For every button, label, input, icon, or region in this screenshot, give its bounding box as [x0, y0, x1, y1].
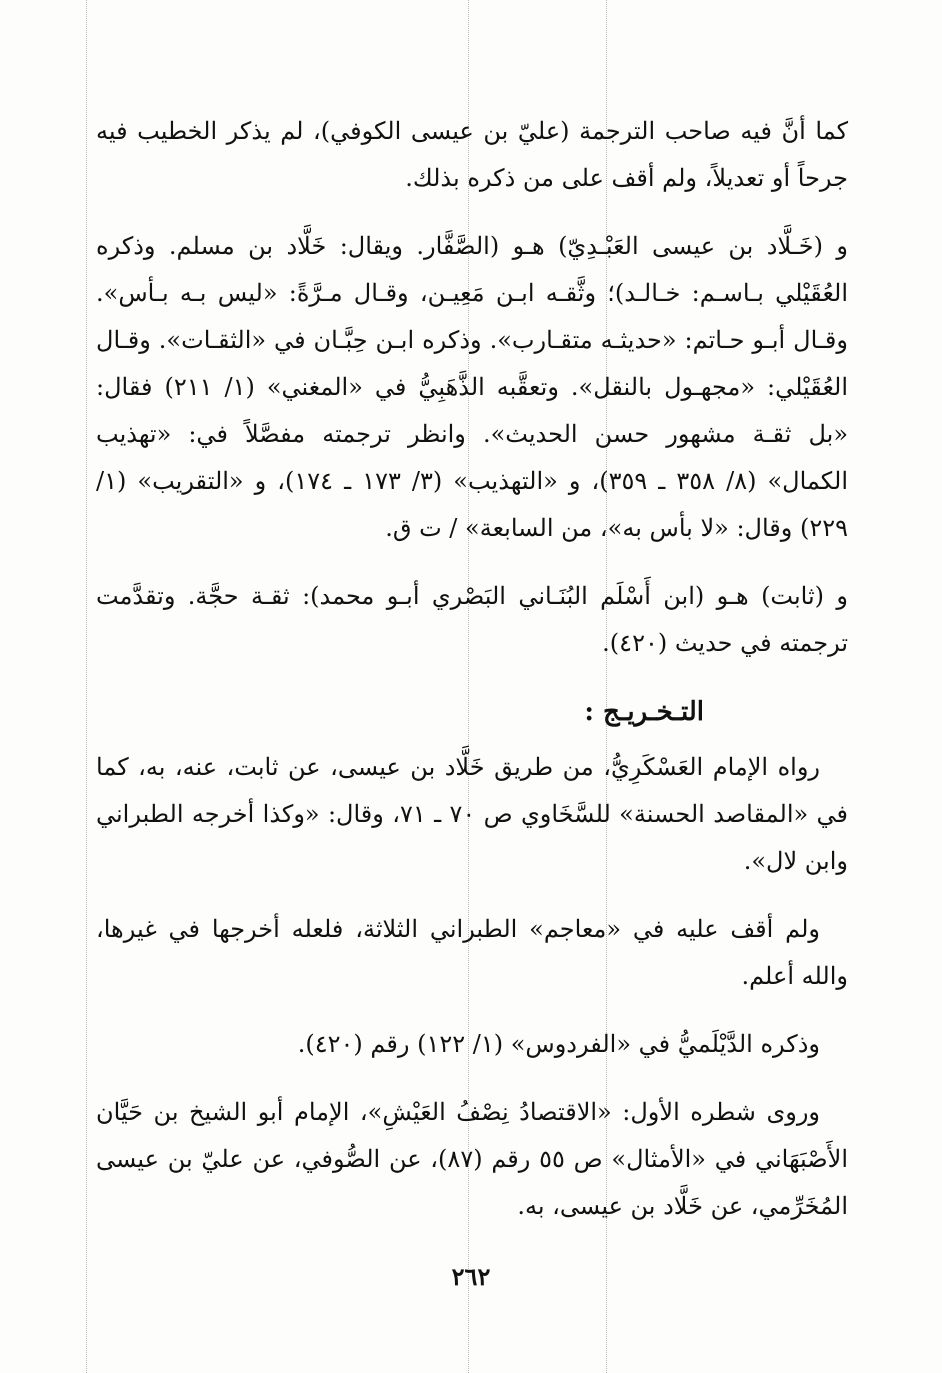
paragraph-takhrij-askari: رواه الإمام العَسْكَرِيُّ، من طريق خَلَّاد بن عيسى، عن ثابت، عنه، به، كما في «المقاصد الحسنة» للسَّخَاوي ص ٧٠ ـ ٧١، وقال: «وكذا أخرجه الطبراني وابن لال». [96, 753, 848, 875]
paragraph-khallad-biography: و (خَـلَّاد بن عيسى العَبْـدِيّ) هـو (الصَّفَّار. ويقال: خَلَّاد بن مسلم. وذكره العُقَيْلي بـاسـم: خـالـد)؛ وثَّقـه ابـن مَعِيـن، وقـال مـرَّةً: «ليس بـه بـأس». وقـال أبـو حـاتم: «حديثـه متقـارب». وذكره ابـن حِبَّـان في «الثقـات». وقـال العُقَيْلي: «مجهـول بالنقل». وتعقَّبه الذَّهَبِيُّ في «المغني» (١/ ٢١١) فقال: «بل ثقـة مشهور حسن الحديث». وانظر ترجمته مفصَّلاً في: «تهذيب الكمال» (٨/ ٣٥٨ ـ ٣٥٩)، و «التهذيب» (٣/ ١٧٣ ـ ١٧٤)، و «التقريب» (١/ ٢٢٩) وقال: «لا بأس به»، من السابعة» / ت ق. [96, 232, 849, 542]
paragraph-takhrij-tabarani: ولم أقف عليه في «معاجم» الطبراني الثلاثة، فلعله أخرجها في غيرها، والله أعلم. [96, 915, 848, 990]
page-number: ٢٦٢ [451, 1262, 491, 1291]
paragraph-takhrij-daylami: وذكره الدَّيْلَميُّ في «الفردوس» (١/ ١٢٢) رقم (٤٢٠). [297, 1030, 820, 1058]
page-body [96, 108, 848, 1251]
paragraph-narrator-note: كما أنَّ فيه صاحب الترجمة (عليّ بن عيسى الكوفي)، لم يذكر الخطيب فيه جرحاً أو تعديلاً، ولم أقف على من ذكره بذلك. [96, 117, 848, 192]
paragraph-takhrij-abu-al-shaykh: وروى شطره الأول: «الاقتصادُ نِصْفُ العَيْشِ»، الإمام أبو الشيخ بن حَيَّان الأَصْبَهَاني في «الأمثال» ص ٥٥ رقم (٨٧)، عن الصُّوفي، عن عليّ بن عيسى المُخَرِّمي، عن خَلَّاد بن عيسى، به. [96, 1098, 848, 1220]
paragraph-thabit-biography: و (ثابت) هـو (ابن أَسْلَم البُنَـاني البَصْري أبـو محمد): ثقـة حجَّة. وتقدَّمت ترجمته في حديث (٤٢٠). [96, 582, 848, 657]
section-heading-takhrij: التـخـريـج : [584, 697, 704, 727]
scan-artifact-line [86, 0, 87, 1373]
